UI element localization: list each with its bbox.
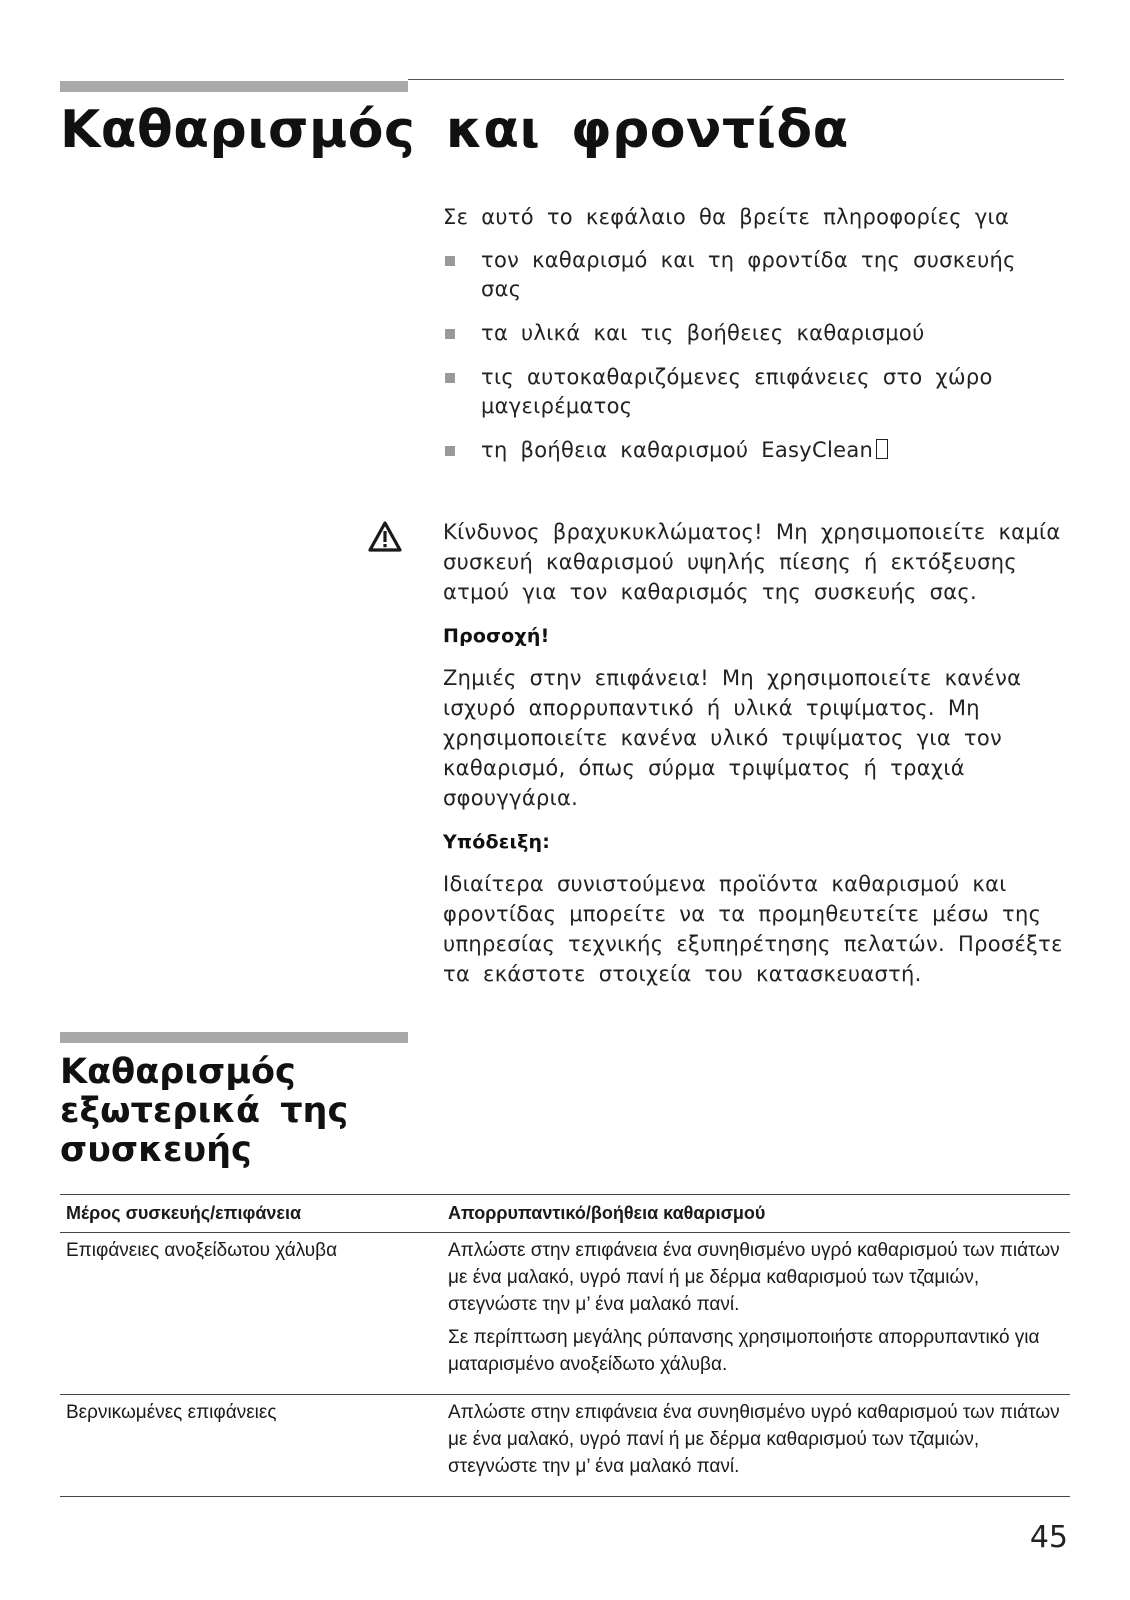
table-cell-cleaning bbox=[442, 1233, 1070, 1395]
bullet-text: τον καθαρισμό και τη φροντίδα της συσκευής σας bbox=[481, 248, 1016, 301]
danger-text: Κίνδυνος βραχυκυκλώματος! Μη χρησιμοποιείτε καμία συσκευή καθαρισμού υψηλής πίεσης ή εκτόξευσης ατμού για τον καθαρισμός της συσκευής σας. bbox=[443, 520, 1061, 604]
note-heading: Υπόδειξη: bbox=[443, 831, 551, 853]
section-title: Καθαρισμός εξωτερικά της συσκευής bbox=[60, 1052, 349, 1170]
caution-heading: Προσοχή! bbox=[443, 625, 550, 647]
intro-block bbox=[443, 203, 1063, 480]
column-header-part: Μέρος συσκευής/επιφάνεια bbox=[60, 1195, 442, 1233]
bullet-text: τα υλικά και τις βοήθειες καθαρισμού bbox=[481, 321, 925, 345]
table-cell-part: Επιφάνειες ανοξείδωτου χάλυβα bbox=[60, 1233, 442, 1395]
bullet-square-icon bbox=[445, 446, 455, 456]
list-item bbox=[443, 319, 1063, 348]
list-item bbox=[443, 363, 1063, 421]
bullet-square-icon bbox=[445, 373, 455, 383]
cleaning-instruction: Σε περίπτωση μεγάλης ρύπανσης χρησιμοποιήστε απορρυπαντικό για ματαρισμένο ανοξείδωτο χάλυβα. bbox=[448, 1327, 1040, 1375]
cleaning-instruction: Απλώστε στην επιφάνεια ένα συνηθισμένο υγρό καθαρισμού των πιάτων με ένα μαλακό, υγρό πανί ή με δέρμα καθαρισμού των τζαμιών, στεγνώστε την μ’ ένα μαλακό πανί. bbox=[448, 1402, 1060, 1477]
section-bar bbox=[60, 1032, 408, 1043]
bullet-square-icon bbox=[445, 329, 455, 339]
caution-text: Ζημιές στην επιφάνεια! Μη χρησιμοποιείτε κανένα ισχυρό απορρυπαντικό ή υλικά τριψίματος. Μη χρησιμοποιείτε κανένα υλικό τριψίματος για τον καθαρισμό, όπως σύρμα τριψίματος ή τραχιά σφουγγάρια. bbox=[443, 666, 1022, 810]
bullet-text: τη βοήθεια καθαρισμού EasyClean bbox=[481, 438, 874, 462]
bullet-text: τις αυτοκαθαριζόμενες επιφάνειες στο χώρο μαγειρέματος bbox=[481, 365, 993, 418]
note-text: Ιδιαίτερα συνιστούμενα προϊόντα καθαρισμού και φροντίδας μπορείτε να τα προμηθευτείτε μέσω της υπηρεσίας τεχνικής εξυπηρέτησης πελατών. Προσέξτε τα εκάστοτε στοιχεία του κατασκευαστή. bbox=[443, 872, 1063, 986]
cleaning-table bbox=[60, 1194, 1070, 1497]
intro-bullet-list bbox=[443, 246, 1063, 465]
table-cell-part: Βερνικωμένες επιφάνειες bbox=[60, 1395, 442, 1497]
top-section-bar bbox=[60, 81, 408, 92]
intro-lead: Σε αυτό το κεφάλαιο θα βρείτε πληροφορίες για bbox=[443, 205, 1010, 229]
trademark-box-glyph bbox=[876, 439, 888, 459]
warning-triangle-icon bbox=[368, 521, 402, 553]
bullet-square-icon bbox=[445, 256, 455, 266]
list-item bbox=[443, 246, 1063, 304]
column-header-cleaning: Απορρυπαντικό/βοήθεια καθαρισμού bbox=[442, 1195, 1070, 1233]
table-cell-cleaning bbox=[442, 1395, 1070, 1497]
table-row bbox=[60, 1233, 1070, 1395]
top-divider-line bbox=[408, 79, 1064, 80]
chapter-title: Καθαρισμός και φροντίδα bbox=[60, 100, 849, 160]
table-header-row bbox=[60, 1195, 1070, 1233]
cleaning-instruction: Απλώστε στην επιφάνεια ένα συνηθισμένο υγρό καθαρισμού των πιάτων με ένα μαλακό, υγρό πανί ή με δέρμα καθαρισμού των τζαμιών, στεγνώστε την μ’ ένα μαλακό πανί. bbox=[448, 1240, 1060, 1315]
warning-block bbox=[443, 517, 1063, 1003]
table-row bbox=[60, 1395, 1070, 1497]
page-number: 45 bbox=[1029, 1520, 1068, 1555]
list-item bbox=[443, 436, 1063, 465]
